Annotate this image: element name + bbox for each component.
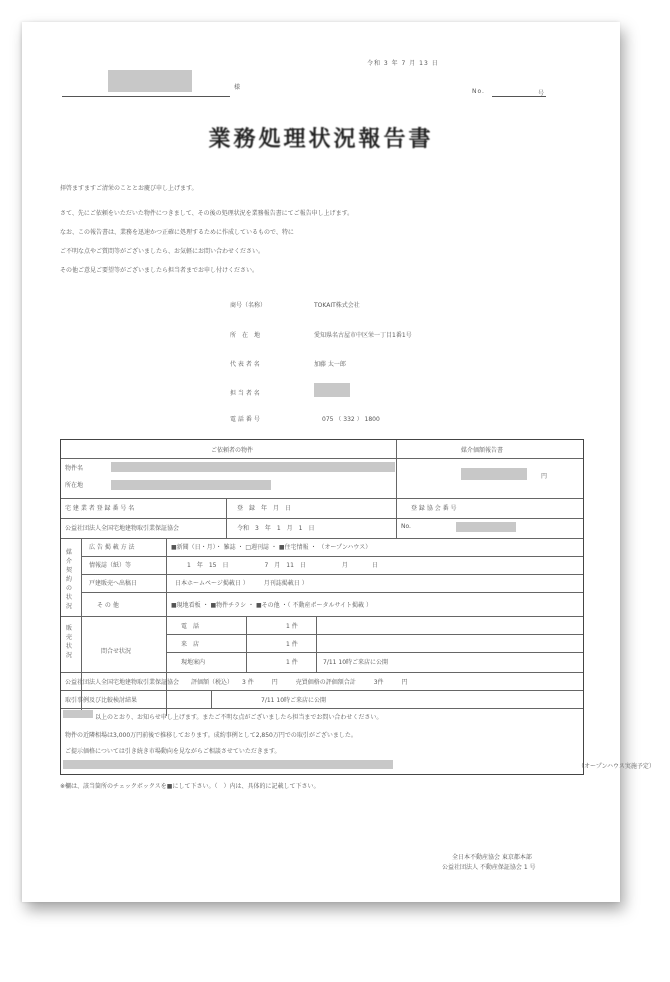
table-footnote: ※欄は、該当箇所のチェックボックスを■にして下さい。（ ）内は、具体的に記載して下さい。 xyxy=(60,783,320,790)
listing-date-value: 日本ホームページ掲載日 ） 月刊誌掲載日 ） xyxy=(175,580,308,587)
divider xyxy=(61,458,583,459)
col-association: 登 録 協 会 番 号 xyxy=(411,505,457,512)
footer-line-1: 全日本不動産協会 東京都本部 xyxy=(452,854,532,861)
visit-inquiry-label: 来 店 xyxy=(181,641,200,648)
ad-method-label: 広 告 掲 載 方 法 xyxy=(89,544,135,551)
magazine-label: 情報誌（紙）等 xyxy=(89,562,132,569)
comparison-note: 7/11 10時ご来店に公開 xyxy=(261,697,327,704)
divider xyxy=(61,708,583,709)
col-date: 登 録 年 月 日 xyxy=(237,505,292,512)
trade-name-label: 商号（名称） xyxy=(230,302,267,309)
divider xyxy=(81,592,583,593)
address-value: 愛知県名古屋市中区栄一丁目1番1号 xyxy=(314,332,412,339)
divider xyxy=(396,518,397,538)
footer-line-2: 公益社団法人 不動産保証協会 1 号 xyxy=(442,864,536,871)
appraisal-row: 公益社団法人全国宅地建物取引業保証協会 評価額（税込） 3 件 円 売買価格の評価額合計 3件 円 xyxy=(65,679,408,686)
ad-method-value: ■新聞（日・月）・ 雑誌 ・ □週刊誌 ・ ■住宅情報 ・ （オープンハウス） xyxy=(171,544,372,551)
redacted-addressee xyxy=(108,70,192,92)
divider xyxy=(81,556,583,557)
table-header-left: ご依頼者の物件 xyxy=(211,447,254,454)
address-label: 所 在 地 xyxy=(230,332,261,339)
location-label: 所在地 xyxy=(65,482,84,489)
divider xyxy=(61,538,583,539)
redacted-price xyxy=(461,468,527,480)
phone-inquiry-label: 電 話 xyxy=(181,623,200,630)
other-label: そ の 他 xyxy=(97,602,119,609)
divider xyxy=(61,498,583,499)
side-label-sales: 販売状況 xyxy=(66,625,73,659)
date-text: 令和 3 年 7 月 13 日 xyxy=(367,60,439,67)
manager-label: 担 当 者 名 xyxy=(230,390,260,397)
redacted-property xyxy=(111,462,395,472)
side-label-contract: 媒介契約の状況 xyxy=(66,549,73,610)
onsite-inquiry-note: 7/11 10時ご来店に公開 xyxy=(323,659,389,666)
divider xyxy=(211,690,212,708)
trade-name-value: TOKAIT株式会社 xyxy=(314,302,360,309)
col-registration: 宅 建 業 者 登 録 番 号 名 xyxy=(65,505,135,512)
phone-inquiry-count: 1 件 xyxy=(286,623,298,630)
registration-value: 公益社団法人全国宅地建物取引業保証協会 xyxy=(65,525,180,532)
document-title: 業務処理状況報告書 xyxy=(208,127,434,152)
summary-line-3: ご提示価格については引き続き市場動向を見ながらご相談させていただきます。 xyxy=(65,748,281,755)
intro-line-3: なお、この報告書は、業務を迅速かつ正確に処理するために作成しているもので、特に xyxy=(60,229,294,236)
document-page xyxy=(22,22,655,902)
onsite-inquiry-count: 1 件 xyxy=(286,659,298,666)
divider xyxy=(166,652,583,653)
divider xyxy=(61,672,583,673)
yen-label: 円 xyxy=(541,473,548,480)
divider xyxy=(81,574,583,575)
addressee-suffix: 様 xyxy=(234,84,242,91)
summary-line-1: 以上のとおり、お知らせ申し上げます。またご不明な点がございましたら担当までお問い合わせください。 xyxy=(65,714,383,721)
summary-line-4: （オープンハウス実施予定） xyxy=(401,763,655,770)
addressee-underline xyxy=(62,96,230,97)
representative-label: 代 表 者 名 xyxy=(230,361,260,368)
listing-date-label: 戸建販売へ出稿日 xyxy=(89,580,138,587)
other-value: ■現地看板 ・ ■物件チラシ ・ ■その他 ・（ 不動産ポータルサイト掲載 ） xyxy=(171,602,372,609)
phone-label: 電 話 番 号 xyxy=(230,416,260,423)
divider xyxy=(396,440,397,520)
property-label: 物件名 xyxy=(65,465,84,472)
redacted-summary xyxy=(63,760,393,769)
status-table xyxy=(60,439,655,775)
intro-line-4: ご不明な点やご質問等がございましたら、お気軽にお問い合わせください。 xyxy=(60,248,265,255)
intro-line-2: さて、先にご依頼をいただいた物件につきまして、その後の処理状況を業務報告書にてご報告申し上げます。 xyxy=(60,210,354,217)
representative-value: 加藤 太一郎 xyxy=(314,361,346,368)
registration-date: 令和 3 年 1 月 1 日 xyxy=(237,525,315,532)
comparison-label: 取引事例及び比較検討結果 xyxy=(65,697,138,704)
visit-inquiry-count: 1 件 xyxy=(286,641,298,648)
number-suffix: 号 xyxy=(538,90,546,97)
magazine-value: 1 年 15 日 7 月 11 日 月 日 xyxy=(187,562,378,569)
divider xyxy=(61,616,583,617)
intro-line-1: 拝啓ますますご清栄のこととお慶び申し上げます。 xyxy=(60,185,198,192)
redacted-location xyxy=(111,480,271,490)
inquiry-label: 問合せ状況 xyxy=(101,648,132,655)
divider xyxy=(166,634,583,635)
phone-value: 075 （ 332 ） 1800 xyxy=(322,416,380,423)
onsite-inquiry-label: 現地案内 xyxy=(181,659,206,666)
number-label: No. xyxy=(472,88,485,95)
table-header-right: 媒介価額報告書 xyxy=(461,447,504,454)
divider xyxy=(61,518,583,519)
intro-line-5: その他ご意見ご要望等がございましたら担当者までお申し付けください。 xyxy=(60,267,259,274)
redacted-association-no xyxy=(456,522,516,532)
divider xyxy=(61,690,583,691)
redacted-manager xyxy=(314,383,350,397)
association-no: No. xyxy=(401,523,411,530)
divider xyxy=(246,616,247,672)
summary-line-2: 物件の近隣相場は3,000万円前後で推移しております。成約事例として2,850万円での取引がございました。 xyxy=(65,732,357,739)
divider xyxy=(316,616,317,672)
